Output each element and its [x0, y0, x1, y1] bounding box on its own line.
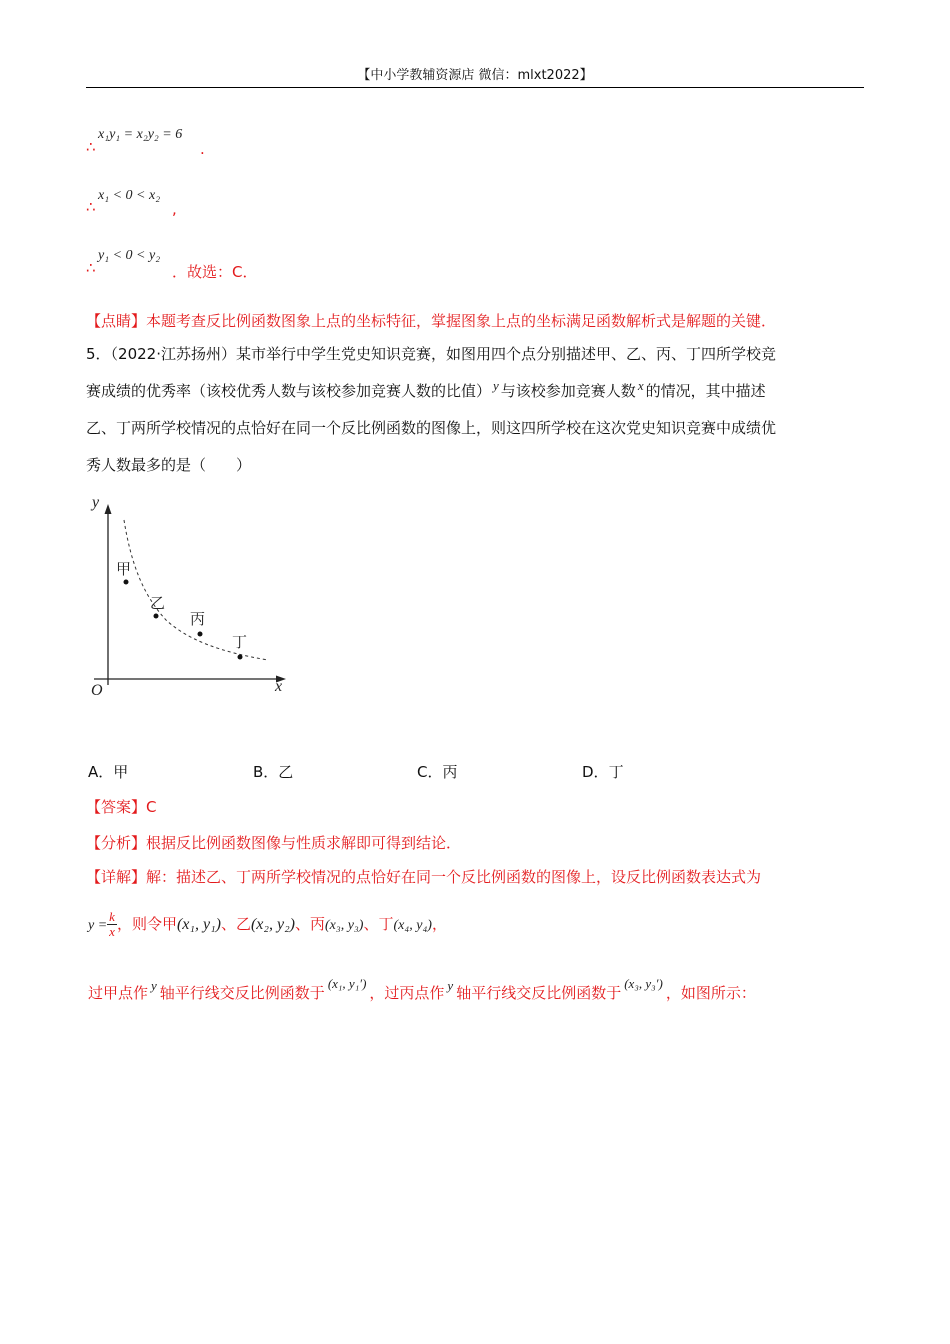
equation-line-1-end: . — [200, 140, 205, 158]
point-bing-label: 丙 — [190, 610, 206, 628]
inverse-function-graph — [80, 490, 300, 705]
page-header: 【中小学教辅资源店 微信：mlxt2022】 — [357, 68, 593, 83]
question-line-3: 乙、丁两所学校情况的点恰好在同一个反比例函数的图像上，则这四所学校在这次党史知识竞赛中成绩优 — [86, 419, 777, 437]
detail-line — [86, 866, 761, 887]
var-y-1: y — [151, 978, 157, 993]
point-jia-label: 甲 — [116, 560, 132, 578]
equation-line-3: y₁ < 0 < y₂ — [98, 248, 161, 263]
option-d[interactable]: D．丁 — [582, 763, 624, 781]
analysis-text: 根据反比例函数图像与性质求解即可得到结论． — [146, 834, 462, 852]
y-equals: y = — [88, 918, 108, 933]
detail-text: 解：描述乙、丁两所学校情况的点恰好在同一个反比例函数的图像上，设反比例函数表达式为 — [146, 868, 762, 886]
var-x: x — [637, 378, 644, 393]
point-yi-label: 乙 — [150, 594, 166, 612]
analysis-line — [86, 832, 461, 853]
question-block — [86, 336, 876, 484]
equation-line-2-end: , — [172, 200, 177, 218]
comment-label: 【点睛】 — [86, 312, 147, 330]
origin-label: O — [91, 682, 103, 699]
x-axis-label: x — [275, 678, 283, 695]
choose-answer-text: ．故选：C． — [172, 263, 258, 281]
therefore-symbol-1: ∴ — [86, 138, 96, 156]
point-yi-coords: (x₂, y₂) — [250, 916, 295, 933]
var-y: y — [493, 378, 499, 393]
answer-value: C — [146, 798, 157, 816]
answer-line — [86, 796, 157, 817]
point-bing-prime: (x₃, y₃′) — [624, 976, 663, 991]
question-line-4: 秀人数最多的是（ ） — [86, 456, 252, 474]
equation-line-1: x₁y₁ = x₂y₂ = 6 — [98, 127, 183, 142]
therefore-symbol-2: ∴ — [86, 198, 96, 216]
k-over-x-fraction: $\frac{k}{x}$ — [109, 909, 115, 939]
detail-formula-line: y = $\frac{k}{x}$ ，则令甲(x₁, y₁)、乙(x₂, y₂)、丙(x₃, y₃)、丁(x₄, y₄)， — [88, 909, 447, 939]
option-a[interactable]: A．甲 — [88, 763, 129, 781]
point-bing-coords: (x₃, y₃) — [324, 918, 364, 933]
option-b[interactable]: B．乙 — [253, 763, 294, 781]
therefore-symbol-3: ∴ — [86, 259, 96, 277]
point-ding-label: 丁 — [232, 633, 248, 651]
header-rule — [86, 87, 864, 88]
point-jia-coords: (x₁, y₁) — [176, 916, 221, 933]
question-line-2: 赛成绩的优秀率（该校优秀人数与该校参加竞赛人数的比值） y 与该校参加竞赛人数 x 的情况，其中描述 — [86, 378, 766, 400]
detail-construction-line: 过甲点作 y 轴平行线交反比例函数于(x₁, y₁′)，过丙点作 y 轴平行线交反比例函数于(x₃, y₃′)，如图所示： — [88, 976, 756, 1002]
option-c[interactable]: C．丙 — [417, 763, 458, 781]
var-y-2: y — [447, 978, 454, 993]
point-jia-prime: (x₁, y₁′) — [327, 976, 367, 991]
point-yi — [154, 614, 159, 619]
question-line-1: 5．（2022·江苏扬州）某市举行中学生党史知识竞赛，如图用四个点分别描述甲、乙、丙、丁四所学校竞 — [86, 345, 776, 363]
point-ding — [238, 655, 243, 660]
equation-line-2: x₁ < 0 < x₂ — [98, 188, 161, 203]
comment-text: 本题考查反比例函数图象上点的坐标特征，掌握图象上点的坐标满足函数解析式是解题的关键． — [146, 312, 777, 330]
comment-paragraph — [86, 310, 776, 331]
y-axis-arrow — [105, 504, 112, 514]
detail-label: 【详解】 — [86, 868, 147, 886]
point-bing — [198, 632, 203, 637]
y-axis-label: y — [92, 494, 100, 511]
analysis-label: 【分析】 — [86, 834, 147, 852]
point-ding-coords: (x₄, y₄) — [393, 918, 432, 933]
answer-label: 【答案】 — [86, 798, 147, 816]
point-jia — [124, 580, 129, 585]
